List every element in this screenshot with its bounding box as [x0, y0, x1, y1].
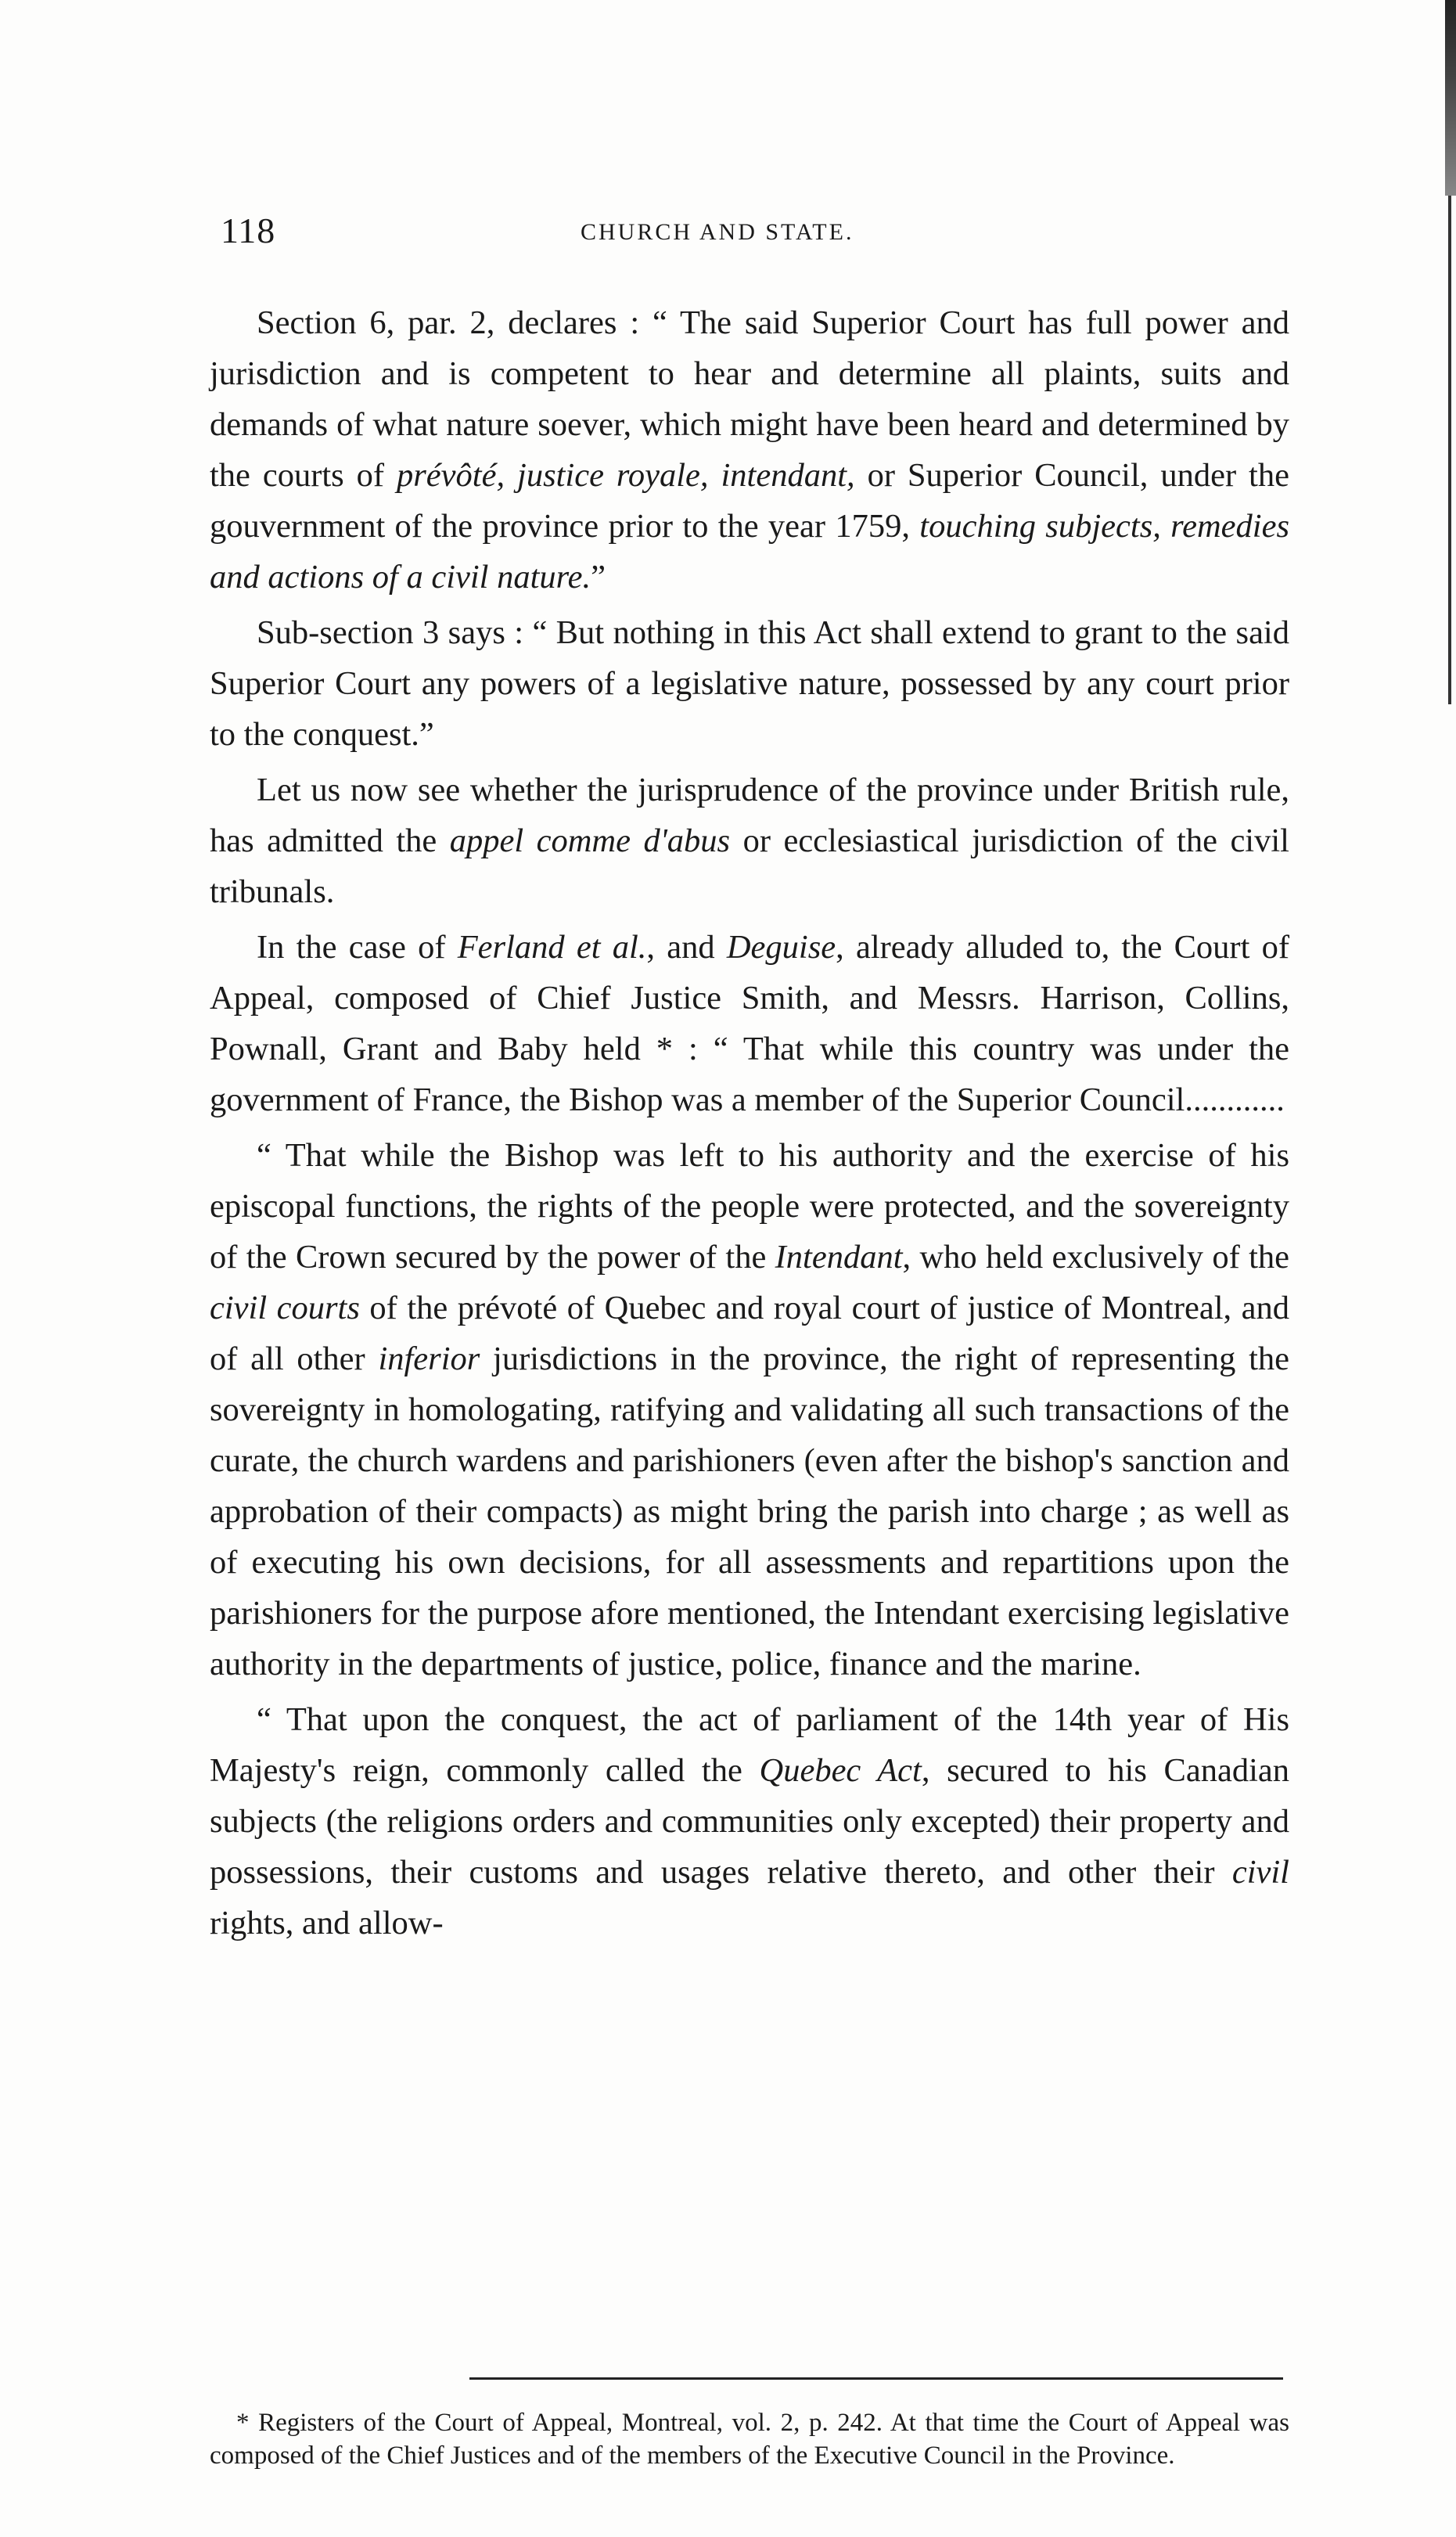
paragraph-ferland-case	[210, 922, 1289, 1125]
text-run: “ That while the Bishop was left to his authority and the exercise of his episcopal functions, the rights of the people were protected, and the sovereignty of the Crown secured by the power of the	[210, 1137, 1289, 1276]
text-run: , and	[646, 929, 727, 966]
italic-run: touching subjects, remedies and actions of a civil nature.	[210, 508, 1289, 596]
page-header	[221, 210, 1300, 264]
paragraph-bishop-authority	[210, 1130, 1289, 1690]
italic-run: prévôté, justice royale, intendant,	[397, 457, 855, 494]
paragraph-sub-section-3	[210, 607, 1289, 760]
running-head: CHURCH AND STATE.	[581, 219, 854, 245]
paragraph-jurisprudence	[210, 765, 1289, 917]
text-run: Sub-section 3 says : “ But nothing in this Act shall extend to grant to the said Superior Court any powers of a legislative nature, possessed by any court prior to the conquest.”	[210, 614, 1289, 753]
text-run: Section 6, par. 2, declares : “ The said Superior Court has full power and jurisdiction and is competent to hear and determine all plaints, suits and demands of what nature soever, which might have been heard and determined by the courts of	[210, 304, 1289, 494]
text-run: of the prévoté of Quebec and royal court of justice of Montreal, and of all other	[210, 1290, 1290, 1377]
page-edge-line	[1448, 196, 1451, 704]
italic-run: civil courts	[210, 1290, 360, 1326]
text-run: , who held exclusively of the	[902, 1239, 1289, 1276]
italic-run: Deguise	[726, 929, 836, 966]
text-run: “ That upon the conquest, the act of parliament of the 14th year of His Majesty's reign, commonly called the	[210, 1701, 1289, 1789]
page-number: 118	[221, 211, 276, 250]
footnote	[210, 2406, 1289, 2472]
text-run: In the case of	[257, 929, 458, 966]
paragraph-quebec-act	[210, 1694, 1289, 1949]
text-run: , secured to his Canadian subjects (the religions orders and communities only excepted) their property and possessions, their customs and usages relative thereto, and other their	[210, 1752, 1290, 1891]
text-run: or ecclesiastical jurisdiction of the civil tribunals.	[210, 822, 1289, 910]
italic-run: Intendant	[775, 1239, 903, 1276]
italic-run: appel comme d'abus	[449, 822, 731, 859]
body-text	[210, 297, 1289, 1953]
footnote-text: * Registers of the Court of Appeal, Montreal, vol. 2, p. 242. At that time the Court of Appeal was composed of the Chief Justices and of the members of the Executive Council in the Province.	[210, 2409, 1289, 2470]
italic-run: Quebec Act	[759, 1752, 922, 1789]
text-run: Let us now see whether the jurisprudence of the province under British rule, has admitted the	[210, 772, 1289, 859]
footnote-rule	[469, 2377, 1283, 2380]
text-run: , already alluded to, the Court of Appeal, composed of Chief Justice Smith, and Messrs. Harrison, Collins, Pownall, Grant and Baby held * : “ That while this country was under the government of France, the Bishop was a member of the Superior Council............	[210, 929, 1289, 1118]
italic-run: inferior	[378, 1340, 480, 1377]
text-run: rights, and allow-	[210, 1905, 444, 1941]
text-run: ”	[591, 559, 606, 596]
page-edge-shadow	[1445, 0, 1456, 196]
italic-run: Ferland et al.	[457, 929, 647, 966]
text-run: jurisdictions in the province, the right of representing the sovereignty in homologating, ratifying and validating all such transactions of the curate, the church wardens and parishioners (even after the bishop's sanction and approbation of their compacts) as might bring the parish into charge ; as well as of executing his own decisions, for all assessments and repartitions upon the parishioners for the purpose afore mentioned, the Intendant exercising legislative authority in the departments of justice, police, finance and the marine.	[210, 1340, 1289, 1682]
paragraph-section-6	[210, 297, 1289, 603]
italic-run: civil	[1231, 1854, 1289, 1891]
text-run: or Superior Council, under the gouvernment of the province prior to the year 1759,	[210, 457, 1289, 545]
